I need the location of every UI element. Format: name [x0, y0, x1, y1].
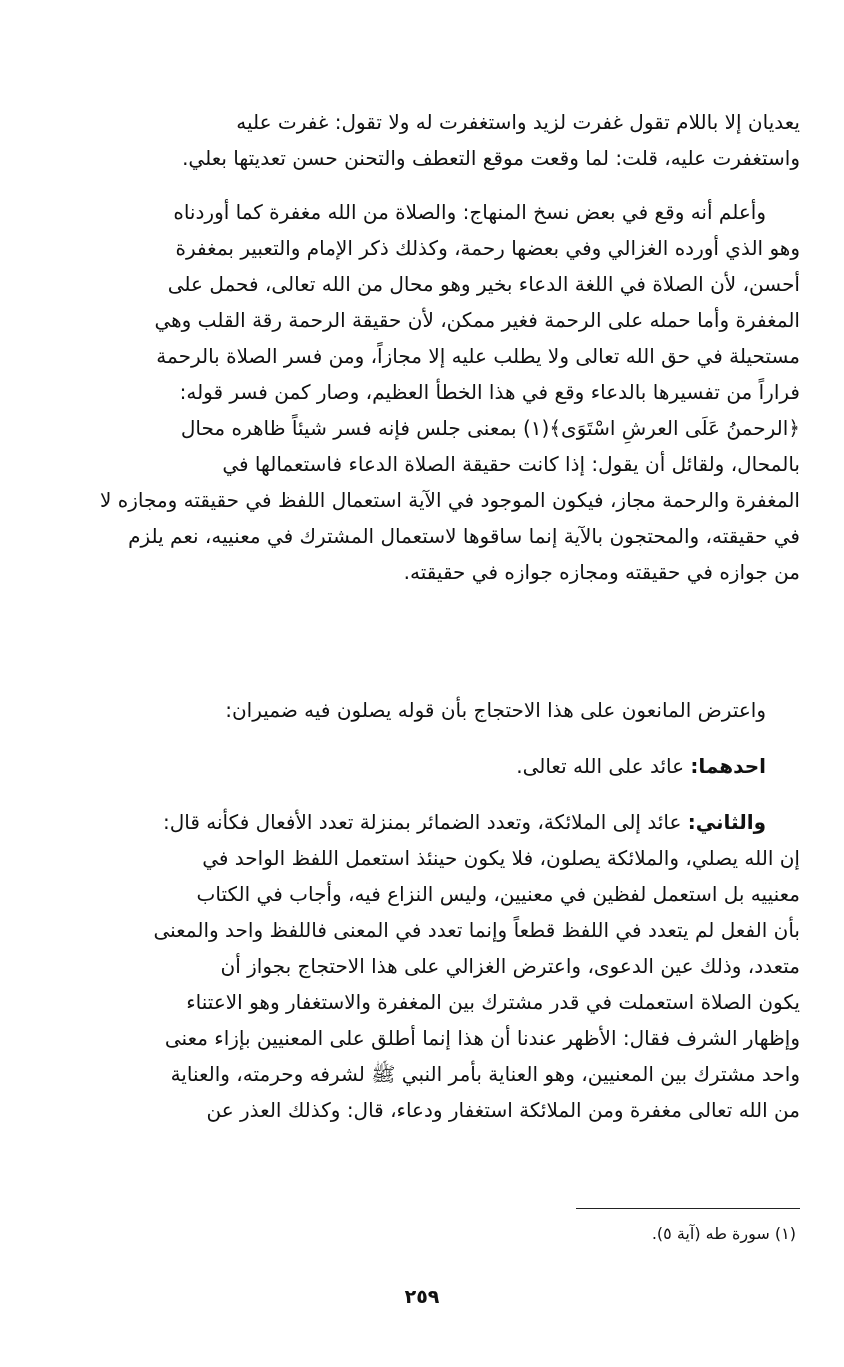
page-number: ٢٥٩ — [404, 1286, 440, 1308]
text-line: واعترض المانعون على هذا الاحتجاج بأن قوله يصلون فيه ضميران: — [225, 698, 766, 722]
text-line: بالمحال، ولقائل أن يقول: إذا كانت حقيقة الصلاة الدعاء فاستعمالها في — [222, 452, 800, 476]
text-line: وإظهار الشرف فقال: الأظهر عندنا أن هذا إنما أطلق على المعنيين بإزاء معنى — [164, 1026, 800, 1050]
text-line: وأعلم أنه وقع في بعض نسخ المنهاج: والصلاة من الله مغفرة كما أوردناه — [173, 200, 766, 224]
text-line: ﴿الرحمنُ عَلَى العرشِ اسْتَوَى﴾(١) بمعنى جلس فإنه فسر شيئاً ظاهره محال — [180, 416, 800, 440]
text-line: فراراً من تفسيرها بالدعاء وقع في هذا الخطأ العظيم، وصار كمن فسر قوله: — [179, 380, 800, 404]
paragraph-4 — [100, 748, 800, 784]
text-line: المغفرة وأما حمله على الرحمة فغير ممكن، لأن حقيقة الرحمة رقة القلب وهي — [154, 308, 800, 332]
text-line: وهو الذي أورده الغزالي وفي بعضها رحمة، وكذلك ذكر الإمام والتعبير بمغفرة — [175, 236, 800, 260]
text-line: بأن الفعل لم يتعدد في اللفظ قطعاً وإنما تعدد في المعنى فاللفظ واحد والمعنى — [153, 918, 800, 942]
text-line: معنييه بل استعمل لفظين في معنيين، وليس النزاع فيه، وأجاب في الكتاب — [196, 882, 800, 906]
footnote: (١) سورة طه (آية ٥). — [651, 1224, 796, 1243]
text-line: من جوازه في حقيقته ومجازه جوازه في حقيقته. — [403, 560, 800, 584]
heading-label: احدهما: — [690, 754, 766, 778]
paragraph-3 — [100, 692, 800, 728]
heading-label: والثاني: — [687, 810, 766, 834]
text-line — [100, 748, 800, 784]
paragraph-5 — [100, 804, 800, 1128]
text-line: يعديان إلا باللام تقول غفرت لزيد واستغفرت له ولا تقول: غفرت عليه — [236, 110, 800, 134]
text-line: المغفرة والرحمة مجاز، فيكون الموجود في الآية استعمال اللفظ في حقيقته ومجازه لا — [100, 488, 800, 512]
text-line: في حقيقته، والمحتجون بالآية إنما ساقوها لاستعمال المشترك في معنييه، نعم يلزم — [128, 524, 800, 548]
text-line — [100, 804, 800, 840]
footnote-divider — [576, 1208, 800, 1209]
text-line: مستحيلة في حق الله تعالى ولا يطلب عليه إلا مجازاً، ومن فسر الصلاة بالرحمة — [156, 344, 800, 368]
text-line: أحسن، لأن الصلاة في اللغة الدعاء بخير وهو محال من الله تعالى، فحمل على — [167, 272, 800, 296]
text-line: يكون الصلاة استعملت في قدر مشترك بين المغفرة والاستغفار وهو الاعتناء — [186, 990, 800, 1014]
text-line: متعدد، وذلك عين الدعوى، واعترض الغزالي على هذا الاحتجاج بجواز أن — [220, 954, 800, 978]
text-line: إن الله يصلي، والملائكة يصلون، فلا يكون حينئذ استعمل اللفظ الواحد في — [202, 846, 800, 870]
text-run: عائد إلى الملائكة، وتعدد الضمائر بمنزلة تعدد الأفعال فكأنه قال: — [162, 810, 688, 834]
paragraph-1 — [100, 104, 800, 176]
text-line: واستغفرت عليه، قلت: لما وقعت موقع التعطف والتحنن حسن تعديتها بعلي. — [182, 146, 800, 170]
paragraph-2 — [100, 194, 800, 590]
text-line: واحد مشترك بين المعنيين، وهو العناية بأمر النبي ﷺ لشرفه وحرمته، والعناية — [170, 1062, 800, 1086]
text-line: من الله تعالى مغفرة ومن الملائكة استغفار ودعاء، قال: وكذلك العذر عن — [206, 1098, 800, 1122]
text-run: عائد على الله تعالى. — [516, 754, 691, 778]
